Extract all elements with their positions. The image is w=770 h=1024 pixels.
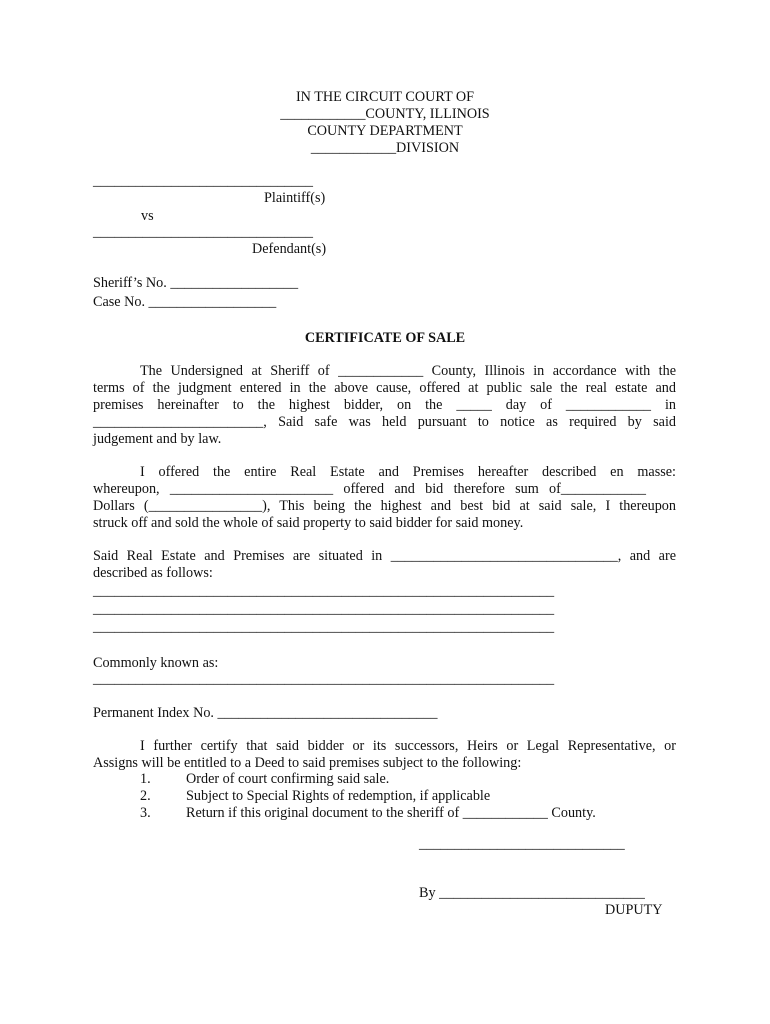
paragraph-line: Dollars (________________), This being the highest and best bid at said sale, I thereupon xyxy=(93,498,676,514)
paragraph-line: whereupon, _______________________ offered and bid therefore sum of____________ xyxy=(93,481,646,497)
list-item-text: Subject to Special Rights of redemption, if applicable xyxy=(186,788,491,804)
legal-description-blank-1: _________________________________________________________________ xyxy=(93,583,555,599)
paragraph-line: struck off and sold the whole of said property to said bidder for said money. xyxy=(93,515,524,531)
paragraph-line: Said Real Estate and Premises are situated in ________________________________, and are xyxy=(93,548,676,564)
versus-label: vs xyxy=(141,208,154,224)
paragraph-line: I further certify that said bidder or its successors, Heirs or Legal Representative, or xyxy=(140,738,676,754)
paragraph-line: described as follows: xyxy=(93,565,213,581)
paragraph-line: premises hereinafter to the highest bidder, on the _____ day of ____________ in xyxy=(93,397,676,413)
defendant-blank: _______________________________ xyxy=(93,224,313,240)
paragraph-line: terms of the judgment entered in the above cause, offered at public sale the real estate and xyxy=(93,380,676,396)
permanent-index-number: Permanent Index No. _______________________________ xyxy=(93,705,438,721)
commonly-known-blank: _________________________________________________________________ xyxy=(93,671,555,687)
plaintiff-label: Plaintiff(s) xyxy=(264,190,326,206)
paragraph-line: The Undersigned at Sheriff of ____________ County, Illinois in accordance with the xyxy=(140,363,676,379)
court-header-county: ____________COUNTY, ILLINOIS xyxy=(280,106,490,122)
signature-title: DUPUTY xyxy=(605,902,663,918)
list-item-number: 1. xyxy=(140,771,151,787)
sheriff-number: Sheriff’s No. __________________ xyxy=(93,275,299,291)
list-item-number: 3. xyxy=(140,805,151,821)
commonly-known-label: Commonly known as: xyxy=(93,655,219,671)
list-item-number: 2. xyxy=(140,788,151,804)
legal-description-blank-3: _________________________________________________________________ xyxy=(93,619,555,635)
paragraph-line: judgement and by law. xyxy=(93,431,222,447)
plaintiff-blank: _______________________________ xyxy=(93,173,313,189)
defendant-label: Defendant(s) xyxy=(252,241,327,257)
paragraph-bid xyxy=(93,464,676,532)
paragraph-line: I offered the entire Real Estate and Premises hereafter described en masse: xyxy=(140,464,676,480)
court-header-department: COUNTY DEPARTMENT xyxy=(307,123,463,139)
court-header-line-1: IN THE CIRCUIT COURT OF xyxy=(295,89,475,105)
paragraph-certification xyxy=(93,738,676,772)
paragraph-line: ________________________, Said safe was held pursuant to notice as required by said xyxy=(93,414,676,430)
court-header-division: ____________DIVISION xyxy=(310,140,460,156)
list-item-text: Return if this original document to the sheriff of ____________ County. xyxy=(186,805,596,821)
case-number: Case No. __________________ xyxy=(93,294,277,310)
signature-line: _____________________________ xyxy=(419,836,625,852)
list-item-text: Order of court confirming said sale. xyxy=(186,771,390,787)
document-title: CERTIFICATE OF SALE xyxy=(304,330,466,346)
signature-by-line: By _____________________________ xyxy=(419,885,645,901)
paragraph-location xyxy=(93,548,676,582)
paragraph-line: Assigns will be entitled to a Deed to said premises subject to the following: xyxy=(93,755,522,771)
paragraph-sheriff-sale xyxy=(93,363,676,448)
legal-description-blank-2: _________________________________________________________________ xyxy=(93,601,555,617)
